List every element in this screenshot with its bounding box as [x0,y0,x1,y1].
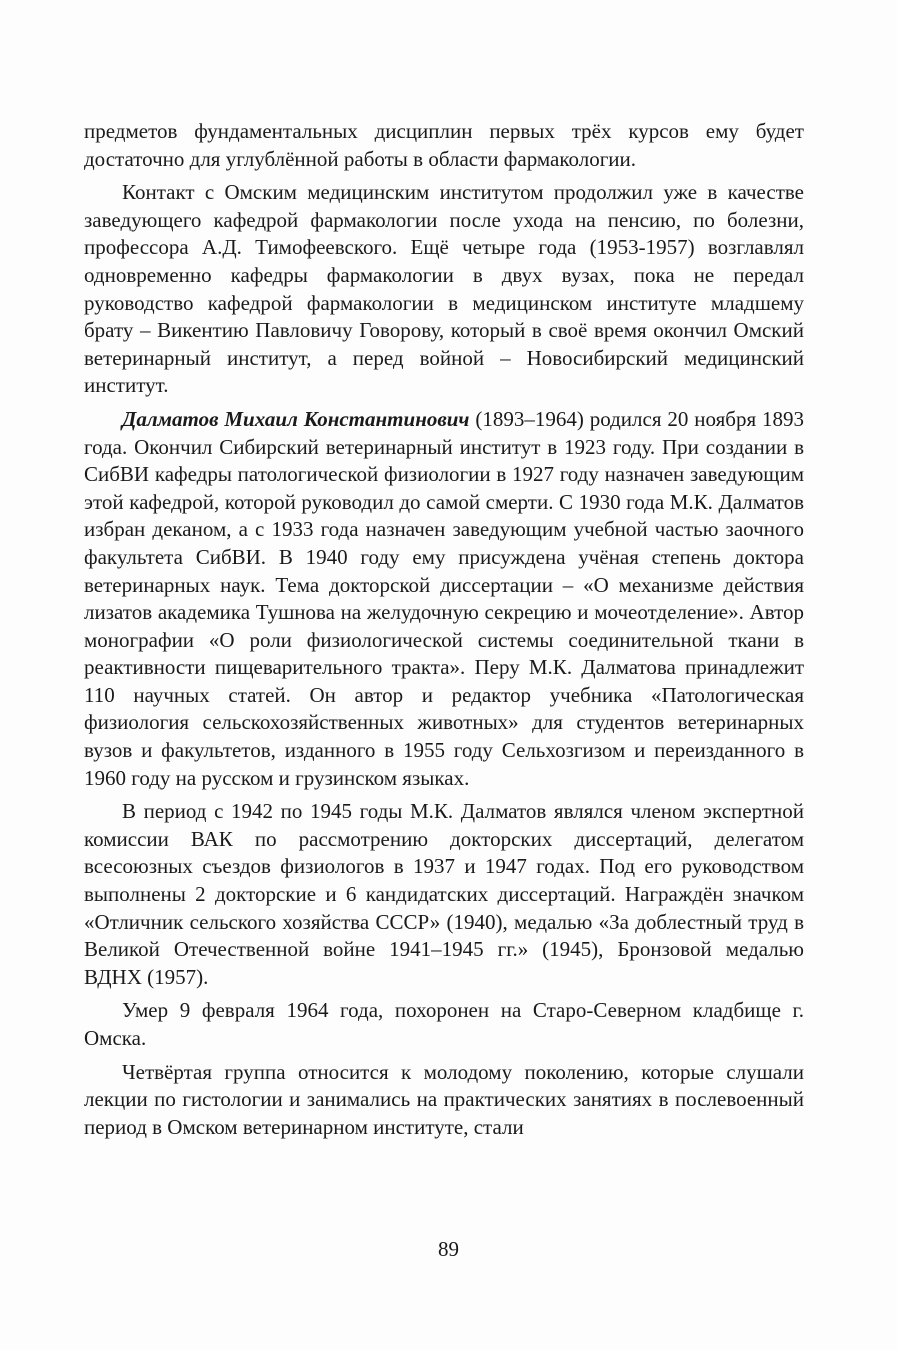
body-text [84,118,804,1147]
person-name-dalmatov: Далматов Михаил Константинович [122,406,470,431]
paragraph-continuation: предметов фундаментальных дисциплин первых трёх курсов ему будет достаточно для углублённой работы в области фармакологии. [84,119,804,171]
paragraph-fourth-group: Четвёртая группа относится к молодому поколению, которые слушали лекции по гистологии и занимались на практических занятиях в послевоенный период в Омском ветеринарном институте, стали [84,1059,804,1139]
biography-text: (1893–1964) родился 20 ноября 1893 года. Окончил Сибирский ветеринарный институт в 1923 году. При создании в СибВИ кафедры патологической физиологии в 1927 году назначен заведующим этой кафедрой, которой руководил до самой смерти. С 1930 года М.К. Далматов избран деканом, а с 1933 года назначен заведующим учебной частью заочного факультета СибВИ. В 1940 году ему присуждена учёная степень доктора ветеринарных наук. Тема докторской диссертации – «О механизме действия лизатов академика Тушнова на желудочную секрецию и мочеотделение». Автор монографии «О роли физиологической системы соединительной ткани в реактивности пищеварительного тракта». Перу М.К. Далматова принадлежит 110 научных статей. Он автор и редактор учебника «Патологическая физиология сельскохозяйственных животных» для студентов ветеринарных вузов и факультетов, изданного в 1955 году Сельхозгизом и переизданного в 1960 году на русском и грузинском языках. [84,406,804,790]
paragraph-omsk-medical-institute: Контакт с Омским медицинским институтом продолжил уже в качестве заведующего кафедрой фармакологии после ухода на пенсию, по болезни, профессора А.Д. Тимофеевского. Ещё четыре года (1953-1957) возглавлял одновременно кафедры фармакологии в двух вузах, пока не передал руководство кафедрой фармакологии в медицинском институте младшему брату – Викентию Павловичу Говорову, который в своё время окончил Омский ветеринарный институт, а перед войной – Новосибирский медицинский институт. [84,180,804,398]
paragraph-dalmatov-awards: В период с 1942 по 1945 годы М.К. Далматов являлся членом экспертной комиссии ВАК по рассмотрению докторских диссертаций, делегатом всесоюзных съездов физиологов в 1937 и 1947 годах. Под его руководством выполнены 2 докторские и 6 кандидатских диссертаций. Награждён значком «Отличник сельского хозяйства СССР» (1940), медалью «За доблестный труд в Великой Отечественной войне 1941–1945 гг.» (1945), Бронзовой медалью ВДНХ (1957). [84,799,804,989]
paragraph-dalmatov-biography [84,406,804,792]
paragraph-dalmatov-death: Умер 9 февраля 1964 года, похоронен на Старо-Северном кладбище г. Омска. [84,998,804,1050]
page-number: 89 [438,1237,459,1261]
